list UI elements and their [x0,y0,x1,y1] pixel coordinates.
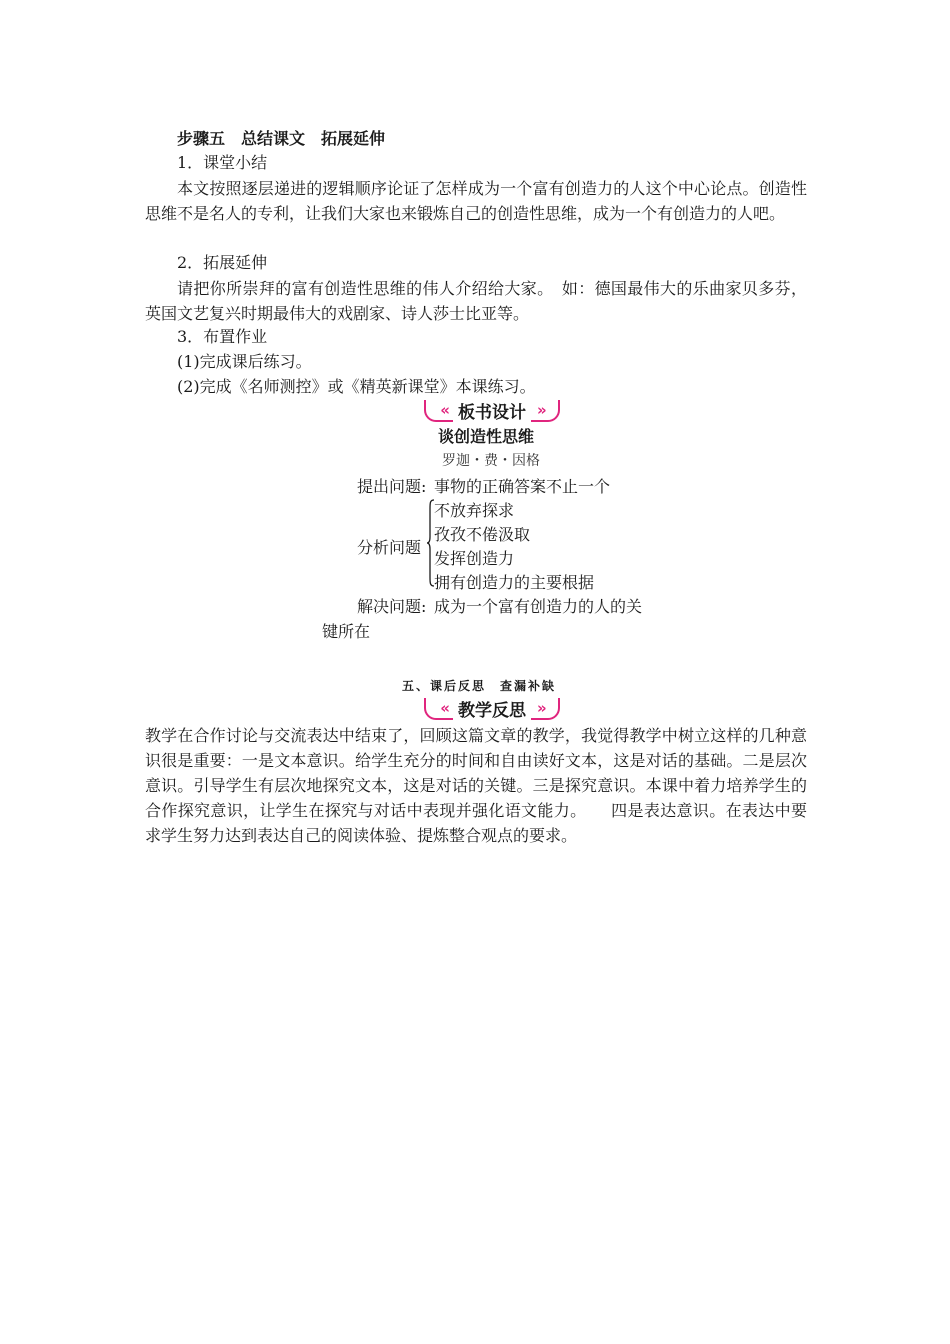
chevron-right-icon: » [537,401,544,419]
board-q2-item: 拥有创造力的主要根据 [434,573,595,592]
chevron-left-icon: « [440,401,447,419]
item3-sub2: (2)完成《名师测控》或《精英新课堂》本课练习。 [177,377,536,396]
item1-label: 1．课堂小结 [177,153,268,172]
board-design-title: 板书设计 [453,398,531,423]
chevron-left-icon: « [440,699,447,717]
board-q1-text: 事物的正确答案不止一个 [434,477,611,496]
board-q2-item: 不放弃探求 [434,501,515,520]
board-q3-text-line2: 键所在 [322,622,371,641]
board-q2-label: 分析问题 [357,538,422,557]
board-q1-label: 提出问题: [357,477,427,496]
item3-label: 3．布置作业 [177,327,268,346]
item3-sub1: (1)完成课后练习。 [177,352,312,371]
reflection-text: 教学在合作讨论与交流表达中结束了，回顾这篇文章的教学，我觉得教学中树立这样的几种意识很是重要：一是文本意识。给学生充分的时间和自由读好文本，这是对话的基础。二是层次意识。引导学生有层次地探究文本，这是对话的关键。三是探究意识。本课中着力培养学生的合作探究意识，让学生在探究与对话中表现并强化语文能力。 四是表达意识。在表达中要求学生努力达到表达自己的阅读体验、提炼整合观点的要求。 [145,726,807,845]
reflection-banner-title: 教学反思 [453,696,531,721]
board-title: 谈创造性思维 [437,427,534,446]
reflection-banner [424,696,560,720]
item2-text: 请把你所崇拜的富有创造性思维的伟人介绍给大家。 如：德国最伟大的乐曲家贝多芬，英国文艺复兴时期最伟大的戏剧家、诗人莎士比亚等。 [145,279,807,323]
board-author: 罗迦・费・因格 [442,453,540,469]
item1-text: 本文按照逐层递进的逻辑顺序论证了怎样成为一个富有创造力的人这个中心论点。创造性思维不是名人的专利，让我们大家也来锻炼自己的创造性思维，成为一个有创造力的人吧。 [145,179,807,223]
item2-label: 2．拓展延伸 [177,253,268,272]
board-q2-item: 孜孜不倦汲取 [434,525,531,544]
reflection-section-heading: 五、课后反思 查漏补缺 [402,679,557,693]
chevron-right-icon: » [537,699,544,717]
board-design-banner [424,398,560,422]
board-q2-item: 发挥创造力 [434,549,515,568]
board-q3-text-line1: 成为一个富有创造力的人的关 [434,597,643,616]
board-q3-label: 解决问题: [357,597,427,616]
step-heading: 步骤五 总结课文 拓展延伸 [177,129,386,148]
